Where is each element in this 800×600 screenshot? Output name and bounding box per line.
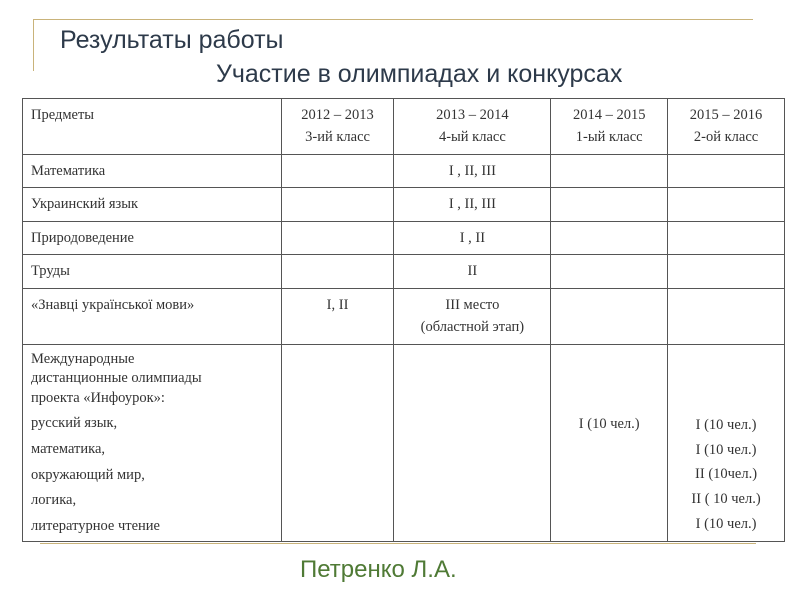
result-cell-2012: I, II [281,288,394,344]
result-cell-2013: II [394,255,551,288]
header-label: Предметы [31,107,95,123]
result-cell-2015 [668,344,785,542]
result-line: II (10чел.) [695,466,758,483]
subject-line: литературное чтение [31,517,160,534]
page-title: Результаты работы [60,26,284,54]
header-cell-2013 [394,99,551,155]
header-year: 2014 – 2015 [572,107,646,123]
result-cell-2013: I , II [394,221,551,254]
result-cell-2012 [281,255,394,288]
header-cell-subjects [23,99,282,155]
page-subtitle: Участие в олимпиадах и конкурсах [216,60,623,88]
result-line: (областной этап) [420,319,525,336]
result-line: I (10 чел.) [695,441,757,458]
table-row-olympiads [23,344,785,542]
bottom-rule [40,543,756,544]
subject-cell: Математика [23,154,282,187]
header-grade: 1-ый класс [575,129,643,146]
result-cell-2013: I , II, III [394,188,551,221]
result-line: II ( 10 чел.) [691,490,761,507]
header-year: 2012 – 2013 [301,107,374,123]
subject-line: дистанционные олимпиады [31,370,202,387]
header-grade: 3-ий класс [305,129,370,146]
left-rule [33,19,34,71]
result-line: III место [445,296,500,313]
author-name: Петренко Л.А. [300,556,457,583]
subject-line: окружающий мир, [31,466,145,483]
subject-cell: Природоведение [23,221,282,254]
subject-cell [23,344,282,542]
subject-cell: Украинский язык [23,188,282,221]
result-cell-2015 [668,221,785,254]
subject-line: Международные [31,350,135,367]
subject-cell: «Знавці української мови» [23,288,282,344]
result-line: I (10 чел.) [695,515,757,532]
result-cell-2015 [668,154,785,187]
header-cell-2014 [551,99,668,155]
result-cell-2014 [551,188,668,221]
result-cell-2014 [551,344,668,542]
header-year: 2013 – 2014 [436,107,509,123]
header-cell-2015 [668,99,785,155]
result-line: I (10 чел.) [578,416,640,432]
subject-cell: Труды [23,255,282,288]
subject-line: математика, [31,441,106,457]
results-table [22,98,785,542]
result-cell-2015 [668,188,785,221]
top-rule [33,19,753,20]
result-cell-2015 [668,288,785,344]
result-cell-2014 [551,154,668,187]
table-row [23,188,785,221]
result-cell-2013: I , II, III [394,154,551,187]
table-row [23,154,785,187]
header-grade: 2-ой класс [693,129,759,146]
subject-line: русский язык, [31,415,118,432]
result-cell-2012 [281,221,394,254]
result-cell-2013 [394,344,551,542]
subject-line: проекта «Инфоурок»: [31,389,165,406]
subject-line: логика, [31,492,77,509]
result-cell-2015 [668,255,785,288]
result-cell-2013 [394,288,551,344]
table-row [23,221,785,254]
result-cell-2012 [281,344,394,542]
result-cell-2014 [551,221,668,254]
table-row [23,288,785,344]
result-cell-2012 [281,154,394,187]
result-cell-2014 [551,288,668,344]
result-cell-2012 [281,188,394,221]
result-line: I (10 чел.) [695,417,757,434]
result-cell-2014 [551,255,668,288]
table-row [23,255,785,288]
header-grade: 4-ый класс [438,129,506,146]
table-header-row [23,99,785,155]
header-cell-2012 [281,99,394,155]
header-year: 2015 – 2016 [689,107,763,123]
